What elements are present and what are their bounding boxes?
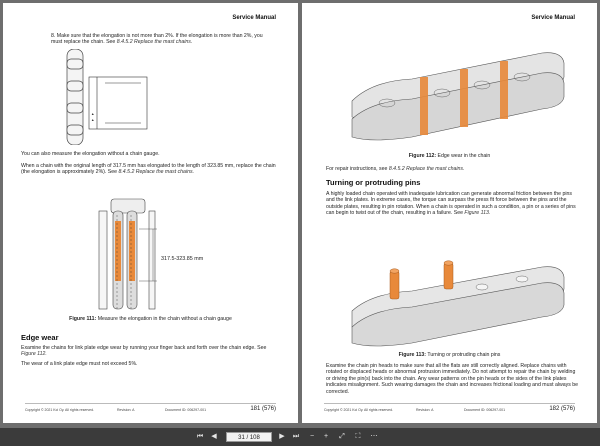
page-header-title: Service Manual xyxy=(531,15,575,21)
figure-113-link[interactable]: Figure 113. xyxy=(464,210,491,217)
step-8-link[interactable]: 8.4.5.2 Replace the mast chains. xyxy=(116,39,193,46)
examine-pins-text: Examine the chain pin heads to make sure that all the flats are still correctly aligned. Replace chains with rotated or displaced heads or abnormal protrusion immediately. Do not attempt to repair the chain by welding or driving the pin(s) back into the chain. Any wear patterns on the pin heads or the sides of the link plates indicates misalignment. Such wearing damages the chain and increases frictional loading and must always be corrected. xyxy=(326,363,579,395)
repair-text: For repair instructions, see 8.4.5.2 Replace the mast chains. xyxy=(326,166,465,172)
turning-pins-text: A highly loaded chain operated with inadequate lubrication can generate abnormal friction between the pins and the link plates. In extreme cases, the torque can surpass the press fit force between the pins and the outside plates, resulting in pin rotation. When a chain is operated in such a condition, a pin or a series of pins can begin to twist out of the chain, resulting in a failure. See Figure 113. xyxy=(326,191,576,217)
footer-revision: Revision: A xyxy=(117,408,135,412)
fit-width-icon[interactable]: ⤢ xyxy=(339,433,345,440)
last-page-icon[interactable]: ⏭ xyxy=(292,433,300,440)
turning-pins-heading: Turning or protruding pins xyxy=(326,178,421,187)
right-footer xyxy=(324,403,575,415)
next-page-icon[interactable]: ▶ xyxy=(279,433,285,440)
edge-wear-heading: Edge wear xyxy=(21,333,59,342)
footer-document: Document ID: 006297-001 xyxy=(165,408,207,412)
figure-112-link[interactable]: Figure 112. xyxy=(21,351,47,358)
page-header-title: Service Manual xyxy=(232,15,276,21)
edge-wear-text: Examine the chains for link plate edge wear by running your finger back and forth over the chain edge. See Figure 112. xyxy=(21,345,267,358)
zoom-out-icon[interactable]: − xyxy=(309,433,315,440)
page-number: 181 (576) xyxy=(250,406,276,412)
step-8-text: 8. Make sure that the elongation is not more than 2%. If the elongation is more than 2%, you must replace the chain. See 8.4.5.2 Replace the mast chains. xyxy=(51,33,263,46)
footer-document: Document ID: 006297-001 xyxy=(464,408,506,412)
svg-text:▲: ▲ xyxy=(91,112,95,116)
figure-113-caption: Figure 113: Turning or protruding chain pins xyxy=(398,352,501,358)
edge-wear-figure xyxy=(342,31,572,151)
page-indicator[interactable]: 31 / 108 xyxy=(226,432,272,442)
gauge-text: You can also measure the elongation without a chain gauge. xyxy=(21,151,160,157)
footer-revision: Revision: A xyxy=(416,408,434,412)
chain-gauge-figure xyxy=(63,49,183,145)
fullscreen-icon[interactable]: ⛶ xyxy=(355,433,361,440)
previous-page-icon[interactable]: ◀ xyxy=(211,433,217,440)
protruding-pins-figure xyxy=(342,241,572,351)
viewer-toolbar xyxy=(0,428,600,446)
left-page xyxy=(3,3,298,423)
svg-text:▲: ▲ xyxy=(91,118,95,122)
first-page-icon[interactable]: ⏮ xyxy=(196,433,204,440)
repair-link[interactable]: 8.4.5.2 Replace the mast chains. xyxy=(388,166,465,172)
measure-label: 317.5-323.85 mm xyxy=(161,256,204,262)
edge-wear-limit: The wear of a link plate edge must not exceed 5%. xyxy=(21,361,138,367)
right-page xyxy=(302,3,597,423)
more-icon[interactable]: ⋯ xyxy=(370,433,378,440)
figure-111-caption: Figure 111: Measure the elongation in the chain without a chain gauge xyxy=(69,316,232,322)
chain-measure-figure xyxy=(93,191,233,311)
page-number: 182 (576) xyxy=(549,406,575,412)
zoom-in-icon[interactable]: + xyxy=(323,433,329,440)
footer-copyright: Copyright © 2021 Kci Oy. All rights reserved. xyxy=(324,408,394,412)
figure-112-caption: Figure 112: Edge wear in the chain xyxy=(408,153,491,159)
left-footer xyxy=(25,403,276,415)
footer-copyright: Copyright © 2021 Kci Oy. All rights reserved. xyxy=(25,408,95,412)
example-link[interactable]: 8.4.5.2 Replace the mast chains. xyxy=(118,169,195,176)
example-text: When a chain with the original length of 317.5 mm has elongated to the length of 323.85 mm, replace the chain (the elongation is approximately 2%). See 8.4.5.2 Replace the mast chains. xyxy=(21,163,276,176)
